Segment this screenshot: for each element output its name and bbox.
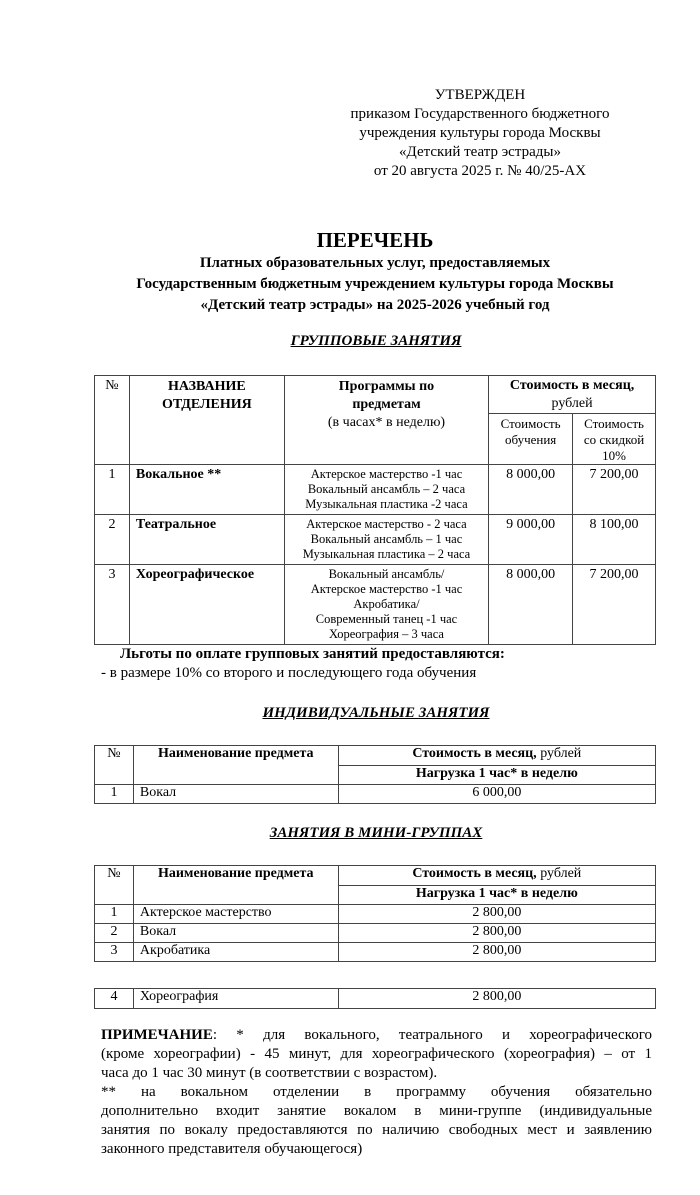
table-row <box>95 989 656 1009</box>
table-row <box>95 465 656 515</box>
row-subject: Вокал <box>133 924 338 943</box>
header-cost-discount-line: Стоимость <box>584 416 644 431</box>
header-cost-discount-line: со скидкой <box>583 432 645 447</box>
document-title: ПЕРЕЧЕНЬ <box>316 228 434 252</box>
row-num: 1 <box>95 905 134 924</box>
row-num: 1 <box>95 785 134 804</box>
group-lessons-table <box>94 375 656 645</box>
row-department: Вокальное ** <box>129 465 284 515</box>
header-cost-bold: Стоимость в месяц, <box>412 746 537 761</box>
program-line: Актерское мастерство -1 час <box>310 467 463 481</box>
row-cost-full: 8 000,00 <box>489 565 573 645</box>
row-cost: 2 800,00 <box>338 924 655 943</box>
row-num: 4 <box>95 989 134 1009</box>
approval-line: приказом Государственного бюджетного <box>350 106 610 122</box>
row-cost-discount: 8 100,00 <box>573 515 656 565</box>
table-header-row <box>95 746 656 766</box>
header-cost-full-line: обучения <box>504 432 557 447</box>
individual-lessons-table <box>94 745 656 804</box>
row-cost-full: 8 000,00 <box>489 465 573 515</box>
row-cost-discount: 7 200,00 <box>573 465 656 515</box>
header-cost <box>338 746 655 766</box>
row-num: 1 <box>95 465 130 515</box>
program-line: Музыкальная пластика -2 часа <box>305 497 468 511</box>
header-programs <box>284 376 488 465</box>
header-cost-unit: рублей <box>540 746 582 761</box>
header-num: № <box>95 866 134 905</box>
header-subject: Наименование предмета <box>133 866 338 905</box>
benefits-text: - в размере 10% со второго и последующего года обучения <box>101 665 477 681</box>
table-row <box>95 785 656 804</box>
header-cost <box>489 376 656 414</box>
program-line: Актерское мастерство -1 час <box>310 582 463 596</box>
note-label: ПРИМЕЧАНИЕ <box>101 1027 213 1043</box>
benefits-title: Льготы по оплате групповых занятий предоставляются: <box>120 646 505 662</box>
row-num: 2 <box>95 924 134 943</box>
program-line: Хореография – 3 часа <box>328 627 444 641</box>
table-row <box>95 943 656 962</box>
header-subject: Наименование предмета <box>133 746 338 785</box>
row-num: 2 <box>95 515 130 565</box>
program-line: Акробатика/ <box>353 597 420 611</box>
row-programs <box>284 565 488 645</box>
row-cost-discount: 7 200,00 <box>573 565 656 645</box>
header-cost-full-line: Стоимость <box>500 416 561 431</box>
header-department-line: ОТДЕЛЕНИЯ <box>161 397 252 412</box>
row-cost: 2 800,00 <box>338 989 655 1009</box>
header-programs-line: (в часах* в неделю) <box>327 415 446 430</box>
group-section-title: ГРУППОВЫЕ ЗАНЯТИЯ <box>290 333 462 349</box>
note-line: ** на вокальном отделении в программу обучения обязательно <box>101 1084 652 1100</box>
header-cost-unit: рублей <box>551 396 593 411</box>
mini-group-extra-table <box>94 988 656 1009</box>
header-cost-bold: Стоимость в месяц, <box>509 378 635 393</box>
header-programs-line: предметам <box>352 397 421 412</box>
mini-section-title: ЗАНЯТИЯ В МИНИ-ГРУППАХ <box>269 825 483 841</box>
table-row <box>95 515 656 565</box>
approval-line: от 20 августа 2025 г. № 40/25-АХ <box>373 163 587 179</box>
row-programs <box>284 515 488 565</box>
header-programs-line: Программы по <box>338 379 435 394</box>
individual-section-title: ИНДИВИДУАЛЬНЫЕ ЗАНЯТИЯ <box>262 705 490 721</box>
header-cost-discount <box>573 414 656 465</box>
header-cost-unit: рублей <box>540 866 582 881</box>
row-cost: 2 800,00 <box>338 943 655 962</box>
note-line: часа до 1 час 30 минут (в соответствии с возрастом). <box>101 1065 438 1081</box>
row-subject: Акробатика <box>133 943 338 962</box>
program-line: Современный танец -1 час <box>315 612 458 626</box>
header-load: Нагрузка 1 час* в неделю <box>338 766 655 785</box>
header-cost-full <box>489 414 573 465</box>
row-department: Театральное <box>129 515 284 565</box>
note-line: (кроме хореографии) - 45 минут, для хореографического (хореография) – от 1 <box>101 1046 652 1062</box>
document-subtitle <box>0 253 700 316</box>
approval-line: учреждения культуры города Москвы <box>359 125 601 141</box>
header-cost-bold: Стоимость в месяц, <box>412 866 537 881</box>
program-line: Актерское мастерство - 2 часа <box>306 517 467 531</box>
row-department: Хореографическое <box>129 565 284 645</box>
note-line: занятия по вокалу предоставляются по наличию свободных мест и заявлению <box>101 1122 652 1138</box>
row-subject: Актерское мастерство <box>133 905 338 924</box>
table-row <box>95 924 656 943</box>
row-subject: Хореография <box>133 989 338 1009</box>
row-num: 3 <box>95 943 134 962</box>
mini-group-table <box>94 865 656 962</box>
approval-block <box>330 86 630 181</box>
table-header-row <box>95 376 656 414</box>
row-subject: Вокал <box>133 785 338 804</box>
header-department <box>129 376 284 465</box>
row-cost-full: 9 000,00 <box>489 515 573 565</box>
note-text: : * для вокального, театрального и хореографического <box>212 1027 652 1043</box>
header-load: Нагрузка 1 час* в неделю <box>338 886 655 905</box>
program-line: Вокальный ансамбль/ <box>328 567 445 581</box>
table-row <box>95 565 656 645</box>
table-header-row <box>95 866 656 886</box>
row-programs <box>284 465 488 515</box>
header-cost <box>338 866 655 886</box>
header-cost-discount-line: 10% <box>602 448 626 463</box>
header-num: № <box>95 376 130 465</box>
approval-line: «Детский театр эстрады» <box>399 144 561 160</box>
row-num: 3 <box>95 565 130 645</box>
approval-line: УТВЕРЖДЕН <box>434 87 526 103</box>
program-line: Вокальный ансамбль – 2 часа <box>307 482 466 496</box>
subtitle-line: Платных образовательных услуг, предоставляемых <box>199 255 551 271</box>
table-row <box>95 905 656 924</box>
note-line: законного представителя обучающегося) <box>101 1141 363 1157</box>
program-line: Вокальный ансамбль – 1 час <box>310 532 463 546</box>
subtitle-line: Государственным бюджетным учреждением культуры города Москвы <box>136 276 614 292</box>
header-num: № <box>95 746 134 785</box>
row-cost: 2 800,00 <box>338 905 655 924</box>
note-block <box>101 1026 652 1159</box>
note-line <box>101 1026 652 1045</box>
subtitle-line: «Детский театр эстрады» на 2025-2026 учебный год <box>200 297 550 313</box>
header-department-line: НАЗВАНИЕ <box>167 379 246 394</box>
row-cost: 6 000,00 <box>338 785 655 804</box>
program-line: Музыкальная пластика – 2 часа <box>302 547 471 561</box>
note-line: дополнительно входит занятие вокалом в мини-группе (индивидуальные <box>101 1103 652 1119</box>
